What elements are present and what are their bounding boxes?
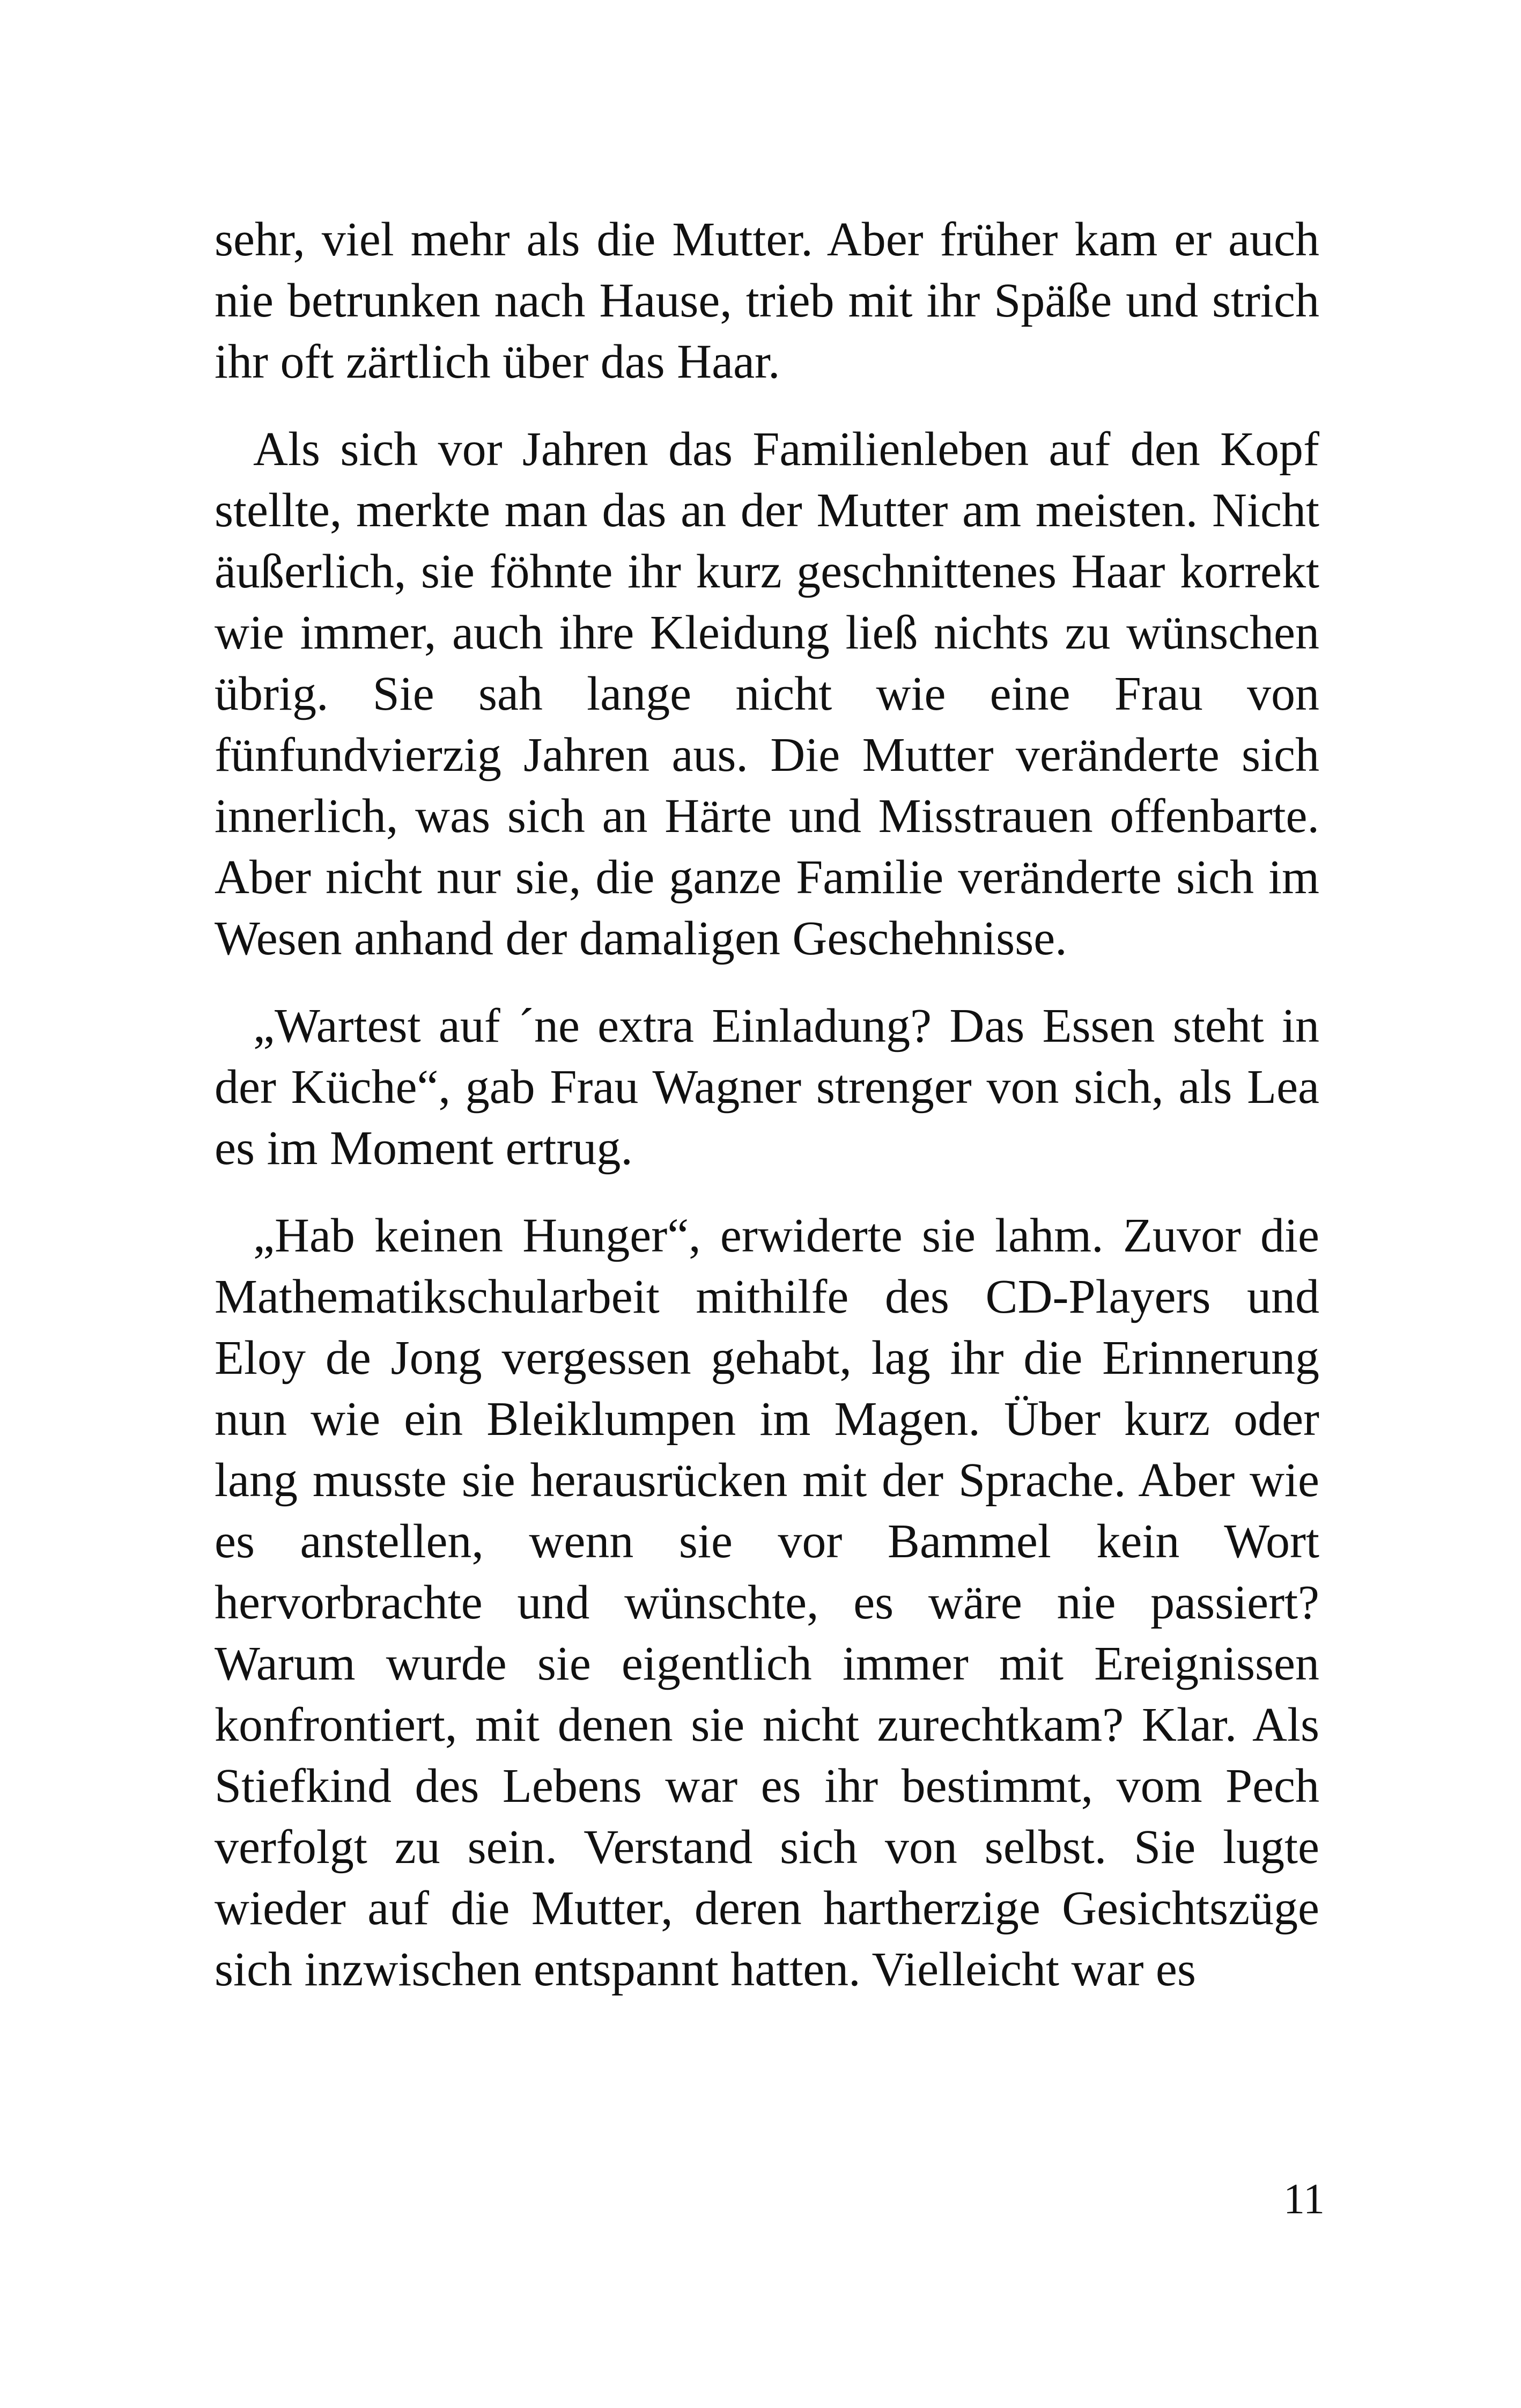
page-number: 11 <box>1283 2176 1325 2223</box>
paragraph-2: Als sich vor Jahren das Familienleben auf den Kopf stellte, merkte man das an der Mutter am meisten. Nicht äußerlich, sie föhnte ihr kurz geschnittenes Haar korrekt wie immer, auch ihre Kleidung ließ nichts zu wünschen übrig. Sie sah lange nicht wie eine Frau von fünfundvierzig Jahren aus. Die Mutter veränderte sich innerlich, was sich an Härte und Misstrauen offenbarte. Aber nicht nur sie, die ganze Familie veränderte sich im Wesen anhand der damaligen Geschehnisse. <box>215 423 1319 965</box>
paragraph-1: sehr, viel mehr als die Mutter. Aber früher kam er auch nie betrunken nach Hause, trieb mit ihr Späße und strich ihr oft zärtlich über das Haar. <box>215 213 1319 388</box>
book-page-body <box>215 209 1319 2000</box>
paragraph-4: „Hab keinen Hunger“, erwiderte sie lahm. Zuvor die Mathematikschularbeit mithilfe des CD-Players und Eloy de Jong vergessen gehabt, lag ihr die Erinnerung nun wie ein Bleiklumpen im Magen. Über kurz oder lang musste sie herausrücken mit der Sprache. Aber wie es anstellen, wenn sie vor Bammel kein Wort hervorbrachte und wünschte, es wäre nie passiert? Warum wurde sie eigentlich immer mit Ereignissen konfrontiert, mit denen sie nicht zurechtkam? Klar. Als Stiefkind des Lebens war es ihr bestimmt, vom Pech verfolgt zu sein. Verstand sich von selbst. Sie lugte wieder auf die Mutter, deren hartherzige Gesichtszüge sich inzwischen entspannt hatten. Vielleicht war es <box>215 1209 1319 1996</box>
paragraph-3: „Wartest auf ´ne extra Einladung? Das Essen steht in der Küche“, gab Frau Wagner strenger von sich, als Lea es im Moment ertrug. <box>215 999 1319 1175</box>
